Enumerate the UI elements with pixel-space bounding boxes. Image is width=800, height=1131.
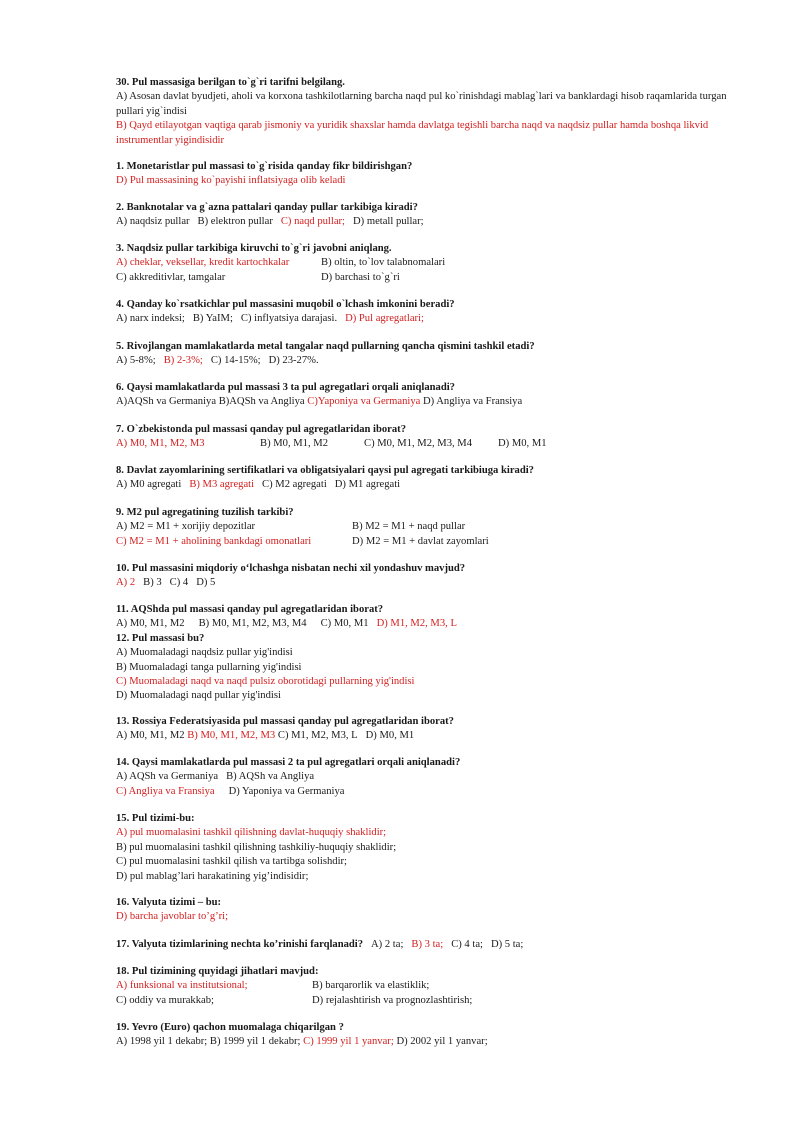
question-18-row-1	[116, 979, 746, 993]
question-13	[116, 715, 746, 744]
question-4-options	[116, 312, 746, 326]
question-12-option-d: D) Muomaladagi naqd pullar yig'indisi	[116, 690, 281, 702]
question-2-option-d: D) metall pullar;	[353, 216, 424, 228]
question-8-option-b: B) M3 agregati	[189, 479, 255, 491]
question-6-option-d: D) Angliya va Fransiya	[423, 396, 523, 408]
question-15-option-b: B) pul muomalasini tashkil qilishning tashkiliy-huquqiy shaklidir;	[116, 841, 397, 853]
question-7-option-a: A) M0, M1, M2, M3	[116, 438, 205, 450]
question-9-title: 9. M2 pul agregatining tuzilish tarkibi?	[116, 507, 294, 518]
question-9-option-d: D) M2 = M1 + davlat zayomlari	[352, 535, 489, 547]
question-9-option-c: C) M2 = M1 + aholining bankdagi omonatlari	[116, 535, 312, 547]
question-13-option-a: A) M0, M1, M2	[116, 730, 185, 742]
question-16-option-d: D) barcha javoblar to’g’ri;	[116, 911, 229, 923]
question-19-option-c: C) 1999 yil 1 yanvar;	[303, 1036, 394, 1048]
question-5-option-b: B) 2-3%;	[163, 355, 203, 367]
question-8-option-a: A) M0 agregati	[116, 479, 182, 491]
question-1-option-d: D) Pul massasining ko`payishi inflatsiyaga olib keladi	[116, 175, 346, 187]
question-13-title: 13. Rossiya Federatsiyasida pul massasi qanday pul agregatlaridan iborat?	[116, 716, 454, 727]
question-7-option-c: C) M0, M1, M2, M3, M4	[364, 438, 473, 450]
question-13-option-d: D) M0, M1	[365, 730, 415, 742]
question-30-option-a: A) Asosan davlat byudjeti, aholi va korxona tashkilotlarning barcha naqd pul ko`rinishdagi mablag`lari va banklardagi hisob raqamlarida turgan pullari yig`indisi	[116, 91, 727, 117]
question-30-option-b: B) Qayd etilayotgan vaqtiga qarab jismoniy va yuridik shaxslar hamda davlatga tegishli barcha naqd va naqdsiz pullar hamda boshqa likvid instrumentlar yigindisidir	[116, 120, 709, 146]
question-14-option-d: D) Yaponiya va Germaniya	[228, 785, 345, 797]
question-9-option-b: B) M2 = M1 + naqd pullar	[352, 521, 466, 533]
question-14-option-c: C) Angliya va Fransiya	[116, 785, 215, 797]
question-18-option-d: D) rejalashtirish va prognozlashtirish;	[312, 994, 473, 1006]
question-7	[116, 423, 746, 452]
question-6	[116, 381, 746, 410]
question-17	[116, 938, 746, 952]
question-17-option-b: B) 3 ta;	[411, 939, 444, 950]
question-5-option-d: D) 23-27%.	[268, 355, 319, 367]
question-18-option-c: C) oddiy va murakkab;	[116, 994, 214, 1006]
question-17-option-d: D) 5 ta;	[490, 939, 524, 950]
question-17-option-c: C) 4 ta;	[451, 939, 483, 950]
question-10-options	[116, 576, 746, 590]
question-14-option-b: B) AQSh va Angliya	[226, 771, 315, 783]
question-10-option-b: B) 3	[143, 577, 162, 589]
question-18-option-b: B) barqarorlik va elastiklik;	[312, 980, 430, 992]
question-10-option-c: C) 4	[169, 577, 189, 589]
question-4	[116, 298, 746, 327]
question-9-row-1	[116, 520, 746, 534]
question-19-options	[116, 1035, 746, 1049]
question-2-option-a: A) naqdsiz pullar	[116, 216, 190, 228]
question-10	[116, 562, 746, 591]
question-4-option-d: D) Pul agregatlari;	[345, 313, 424, 325]
question-16-title: 16. Valyuta tizimi – bu:	[116, 897, 222, 908]
question-6-options	[116, 395, 746, 409]
question-3-option-b: B) oltin, to`lov talabnomalari	[321, 257, 446, 269]
question-3	[116, 242, 746, 285]
question-14-row-2	[116, 785, 746, 799]
question-18	[116, 965, 746, 1008]
question-4-option-b: B) YaIM;	[192, 313, 233, 325]
question-11	[116, 603, 746, 704]
question-13-option-b: B) M0, M1, M2, M3	[187, 730, 276, 742]
question-1-title: 1. Monetaristlar pul massasi to`g`risida qanday fikr bildirishgan?	[116, 161, 413, 172]
question-3-option-c: C) akkreditivlar, tamgalar	[116, 271, 226, 283]
question-2-title: 2. Banknotalar va g`azna pattalari qanday pullar tarkibiga kiradi?	[116, 202, 418, 213]
question-7-title: 7. O`zbekistonda pul massasi qanday pul agregatlaridan iborat?	[116, 424, 407, 435]
question-15-option-d: D) pul mablag’lari harakatining yig’indisidir;	[116, 870, 309, 882]
question-2-option-c: C) naqd pullar;	[280, 216, 345, 228]
question-2	[116, 201, 746, 230]
question-8-options	[116, 478, 746, 492]
question-17-title: 17. Valyuta tizimlarining nechta ko’rinishi farqlanadi?	[116, 939, 364, 950]
question-12-option-c: C) Muomaladagi naqd va naqd pulsiz oborotidagi pullarning yig'indisi	[116, 676, 415, 688]
question-10-option-a: A) 2	[116, 577, 136, 589]
question-4-option-c: C) inflyatsiya darajasi.	[240, 313, 338, 325]
question-11-title: 11. AQShda pul massasi qanday pul agregatlaridan iborat?	[116, 604, 384, 615]
question-7-options	[116, 437, 746, 451]
question-5-option-c: C) 14-15%;	[210, 355, 261, 367]
question-6-option-c: C)Yaponiya va Germaniya	[307, 396, 421, 408]
question-6-title: 6. Qaysi mamlakatlarda pul massasi 3 ta pul agregatlari orqali aniqlanadi?	[116, 382, 455, 393]
question-11-option-b: B) M0, M1, M2, M3, M4	[198, 618, 307, 630]
question-30	[116, 76, 746, 148]
question-12-option-a: A) Muomaladagi naqdsiz pullar yig'indisi	[116, 647, 293, 659]
question-18-title: 18. Pul tizimining quyidagi jihatlari mavjud:	[116, 966, 319, 977]
question-9-row-2	[116, 535, 746, 549]
question-8-option-c: C) M2 agregati	[262, 479, 327, 491]
question-2-option-b: B) elektron pullar	[197, 216, 273, 228]
question-3-row-1	[116, 256, 746, 270]
question-17-line	[116, 938, 746, 952]
question-17-option-a: A) 2 ta;	[371, 939, 404, 950]
question-11-option-a: A) M0, M1, M2	[116, 618, 185, 630]
question-3-option-d: D) barchasi to`g`ri	[321, 271, 400, 283]
question-13-options	[116, 729, 746, 743]
question-19-option-a: A) 1998 yil 1 dekabr;	[116, 1036, 208, 1048]
question-6-option-b: B)AQSh va Angliya	[218, 396, 305, 408]
question-18-row-2	[116, 994, 746, 1008]
question-19	[116, 1021, 746, 1050]
question-5-option-a: A) 5-8%;	[116, 355, 156, 367]
question-3-row-2	[116, 271, 746, 285]
question-3-option-a: A) cheklar, veksellar, kredit kartochkalar	[116, 257, 290, 269]
question-4-title: 4. Qanday ko`rsatkichlar pul massasini muqobil o`lchash imkonini beradi?	[116, 299, 455, 310]
question-13-option-c: C) M1, M2, M3, L	[277, 730, 358, 742]
question-1	[116, 160, 746, 189]
question-7-option-b: B) M0, M1, M2	[260, 438, 328, 450]
question-5-title: 5. Rivojlangan mamlakatlarda metal tangalar naqd pullarning qancha qismini tashkil etadi?	[116, 341, 535, 352]
question-14	[116, 756, 746, 799]
question-5	[116, 340, 746, 369]
question-9	[116, 506, 746, 549]
question-14-title: 14. Qaysi mamlakatlarda pul massasi 2 ta pul agregatlari orqali aniqlanadi?	[116, 757, 461, 768]
question-5-options	[116, 354, 746, 368]
question-19-option-b: B) 1999 yil 1 dekabr;	[209, 1036, 301, 1048]
question-14-option-a: A) AQSh va Germaniya	[116, 771, 219, 783]
question-8-title: 8. Davlat zayomlarining sertifikatlari va obligatsiyalari qaysi pul agregati tarkibiuga kiradi?	[116, 465, 534, 476]
question-30-title: 30. Pul massasiga berilgan to`g`ri tarifni belgilang.	[116, 77, 345, 88]
question-16	[116, 896, 746, 925]
question-18-option-a: A) funksional va institutsional;	[116, 980, 248, 992]
question-15-title: 15. Pul tizimi-bu:	[116, 813, 195, 824]
question-11-option-c: C) M0, M1	[320, 618, 369, 630]
question-15-option-c: C) pul muomalasini tashkil qilish va tartibga solishdir;	[116, 856, 347, 868]
question-4-option-a: A) narx indeksi;	[116, 313, 185, 325]
question-10-option-d: D) 5	[196, 577, 216, 589]
question-7-option-d: D) M0, M1	[498, 438, 547, 450]
question-15-option-a: A) pul muomalasini tashkil qilishning davlat-huquqiy shaklidir;	[116, 827, 387, 839]
question-8-option-d: D) M1 agregati	[334, 479, 401, 491]
question-11-option-d: D) M1, M2, M3, L	[376, 618, 457, 630]
question-10-title: 10. Pul massasini miqdoriy o‘lchashga nisbatan nechi xil yondashuv mavjud?	[116, 563, 466, 574]
question-12-title: 12. Pul massasi bu?	[116, 632, 205, 644]
question-8	[116, 464, 746, 493]
question-15	[116, 812, 746, 884]
question-19-title: 19. Yevro (Euro) qachon muomalaga chiqarilgan ?	[116, 1022, 344, 1033]
question-2-options	[116, 215, 746, 229]
question-6-option-a: A)AQSh va Germaniya	[116, 396, 217, 408]
question-11-options	[116, 617, 746, 631]
question-14-row-1	[116, 770, 746, 784]
question-19-option-d: D) 2002 yil 1 yanvar;	[396, 1036, 488, 1048]
question-12-option-b: B) Muomaladagi tanga pullarning yig'indisi	[116, 661, 302, 673]
question-3-title: 3. Naqdsiz pullar tarkibiga kiruvchi to`g`ri javobni aniqlang.	[116, 243, 392, 254]
question-9-option-a: A) M2 = M1 + xorijiy depozitlar	[116, 521, 256, 533]
